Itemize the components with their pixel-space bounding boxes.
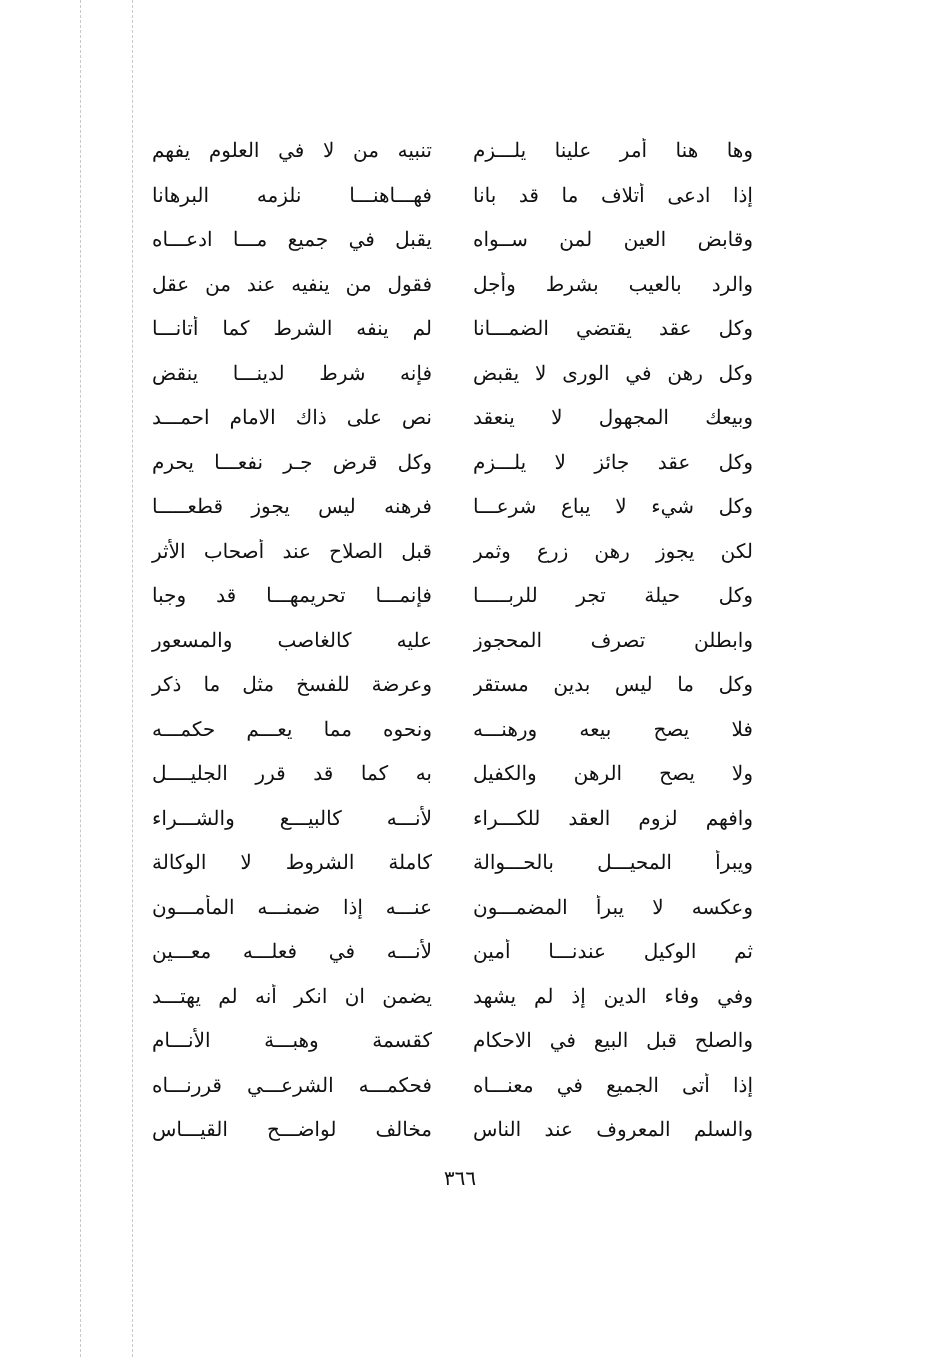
verse-first-hemistich: ثم الوكيل عندنـــا أمين [473, 939, 753, 964]
verse-first-hemistich: وكل عقد جائز لا يلـــزم [473, 449, 753, 474]
verse-row [150, 173, 755, 218]
verse-second-hemistich: لأنـــه كالبيـــع والشـــراء [152, 805, 432, 830]
verse-second-hemistich: وعرضة للفسخ مثل ما ذكر [152, 672, 432, 697]
verse-first-hemistich: وابطلن تصرف المحجوز [473, 627, 753, 652]
verse-row [150, 840, 755, 885]
verse-second-hemistich: تنبيه من لا في العلوم يفهم [152, 138, 432, 163]
verse-row [150, 306, 755, 351]
verse-first-hemistich: وبيعك المجهول لا ينعقد [473, 405, 753, 430]
verse-second-hemistich: فحكمـــه الشرعـــي قررنـــاه [152, 1072, 432, 1097]
verse-second-hemistich: فإنمـــا تحريمهـــا قد وجبا [152, 583, 432, 608]
scan-artifact-line [132, 0, 133, 1357]
verse-row [150, 885, 755, 930]
verse-second-hemistich: يضمن ان انكر أنه لم يهتـــد [152, 983, 432, 1008]
verse-second-hemistich: عنـــه إذا ضمنـــه المأمـــون [152, 894, 432, 919]
verse-row [150, 262, 755, 307]
verse-row [150, 1018, 755, 1063]
verse-first-hemistich: وكل رهن في الورى لا يقبض [473, 360, 753, 385]
verse-second-hemistich: فقول من ينفيه عند من عقل [152, 271, 432, 296]
verse-second-hemistich: كقسمة وهبـــة الأنـــام [152, 1028, 432, 1053]
verse-row [150, 1107, 755, 1152]
verse-row [150, 929, 755, 974]
verse-second-hemistich: يقبل في جميع مـــا ادعـــاه [152, 227, 432, 252]
verse-first-hemistich: وقابض العين لمن ســواه [473, 227, 753, 252]
verse-second-hemistich: عليه كالغاصب والمسعور [152, 627, 432, 652]
verse-first-hemistich: لكن يجوز رهن زرع وثمر [473, 538, 753, 563]
scan-artifact-line [80, 0, 81, 1357]
verse-row [150, 484, 755, 529]
verse-second-hemistich: فهـــاهنـــا نلزمه البرهانا [152, 182, 432, 207]
verse-second-hemistich: فإنه شرط لدينـــا ينقض [152, 360, 432, 385]
verse-row [150, 529, 755, 574]
verse-row [150, 395, 755, 440]
verse-first-hemistich: ولا يصح الرهن والكفيل [473, 761, 753, 786]
poem-body [150, 128, 755, 1152]
verse-first-hemistich: إذا ادعى أتلاف ما قد بانا [473, 182, 753, 207]
verse-first-hemistich: والرد بالعيب بشرط وأجل [473, 271, 753, 296]
verse-row [150, 974, 755, 1019]
verse-first-hemistich: والسلم المعروف عند الناس [473, 1117, 753, 1142]
verse-row [150, 351, 755, 396]
verse-first-hemistich: وافهم لزوم العقد للكـــراء [473, 805, 753, 830]
verse-first-hemistich: وكل شيء لا يباع شرعـــا [473, 494, 753, 519]
verse-second-hemistich: مخالف لواضـــح القيـــاس [152, 1117, 432, 1142]
verse-second-hemistich: لم ينفه الشرط كما أتانـــا [152, 316, 432, 341]
verse-row [150, 707, 755, 752]
verse-row [150, 128, 755, 173]
verse-first-hemistich: وها هنا أمر علينا يلـــزم [473, 138, 753, 163]
verse-row [150, 751, 755, 796]
verse-first-hemistich: ويبرأ المحيـــل بالحـــوالة [473, 850, 753, 875]
page-number: ٣٦٦ [443, 1166, 477, 1190]
verse-first-hemistich: وفي وفاء الدين إذ لم يشهد [473, 983, 753, 1008]
verse-second-hemistich: وكل قرض جـر نفعـــا يحرم [152, 449, 432, 474]
verse-second-hemistich: فرهنه ليس يجوز قطعـــــا [152, 494, 432, 519]
verse-first-hemistich: فلا يصح بيعه ورهنـــه [473, 716, 753, 741]
verse-row [150, 573, 755, 618]
verse-row [150, 662, 755, 707]
verse-second-hemistich: ونحوه مما يعـــم حكمـــه [152, 716, 432, 741]
verse-row [150, 796, 755, 841]
verse-row [150, 440, 755, 485]
verse-row [150, 217, 755, 262]
verse-second-hemistich: قبل الصلاح عند أصحاب الأثر [152, 538, 432, 563]
verse-row [150, 1063, 755, 1108]
verse-second-hemistich: لأنـــه في فعلـــه معـــين [152, 939, 432, 964]
verse-first-hemistich: وعكسه لا يبرأ المضمـــون [473, 894, 753, 919]
verse-second-hemistich: به كما قد قرر الجليــــل [152, 761, 432, 786]
verse-first-hemistich: وكل عقد يقتضي الضمـــانا [473, 316, 753, 341]
verse-row [150, 618, 755, 663]
verse-second-hemistich: نص على ذاك الامام احمـــد [152, 405, 432, 430]
verse-first-hemistich: والصلح قبل البيع في الاحكام [473, 1028, 753, 1053]
verse-second-hemistich: كاملة الشروط لا الوكالة [152, 850, 432, 875]
verse-first-hemistich: وكل حيلة تجر للربـــــا [473, 583, 753, 608]
verse-first-hemistich: وكل ما ليس بدين مستقر [473, 672, 753, 697]
verse-first-hemistich: إذا أتى الجميع في معنـــاه [473, 1072, 753, 1097]
